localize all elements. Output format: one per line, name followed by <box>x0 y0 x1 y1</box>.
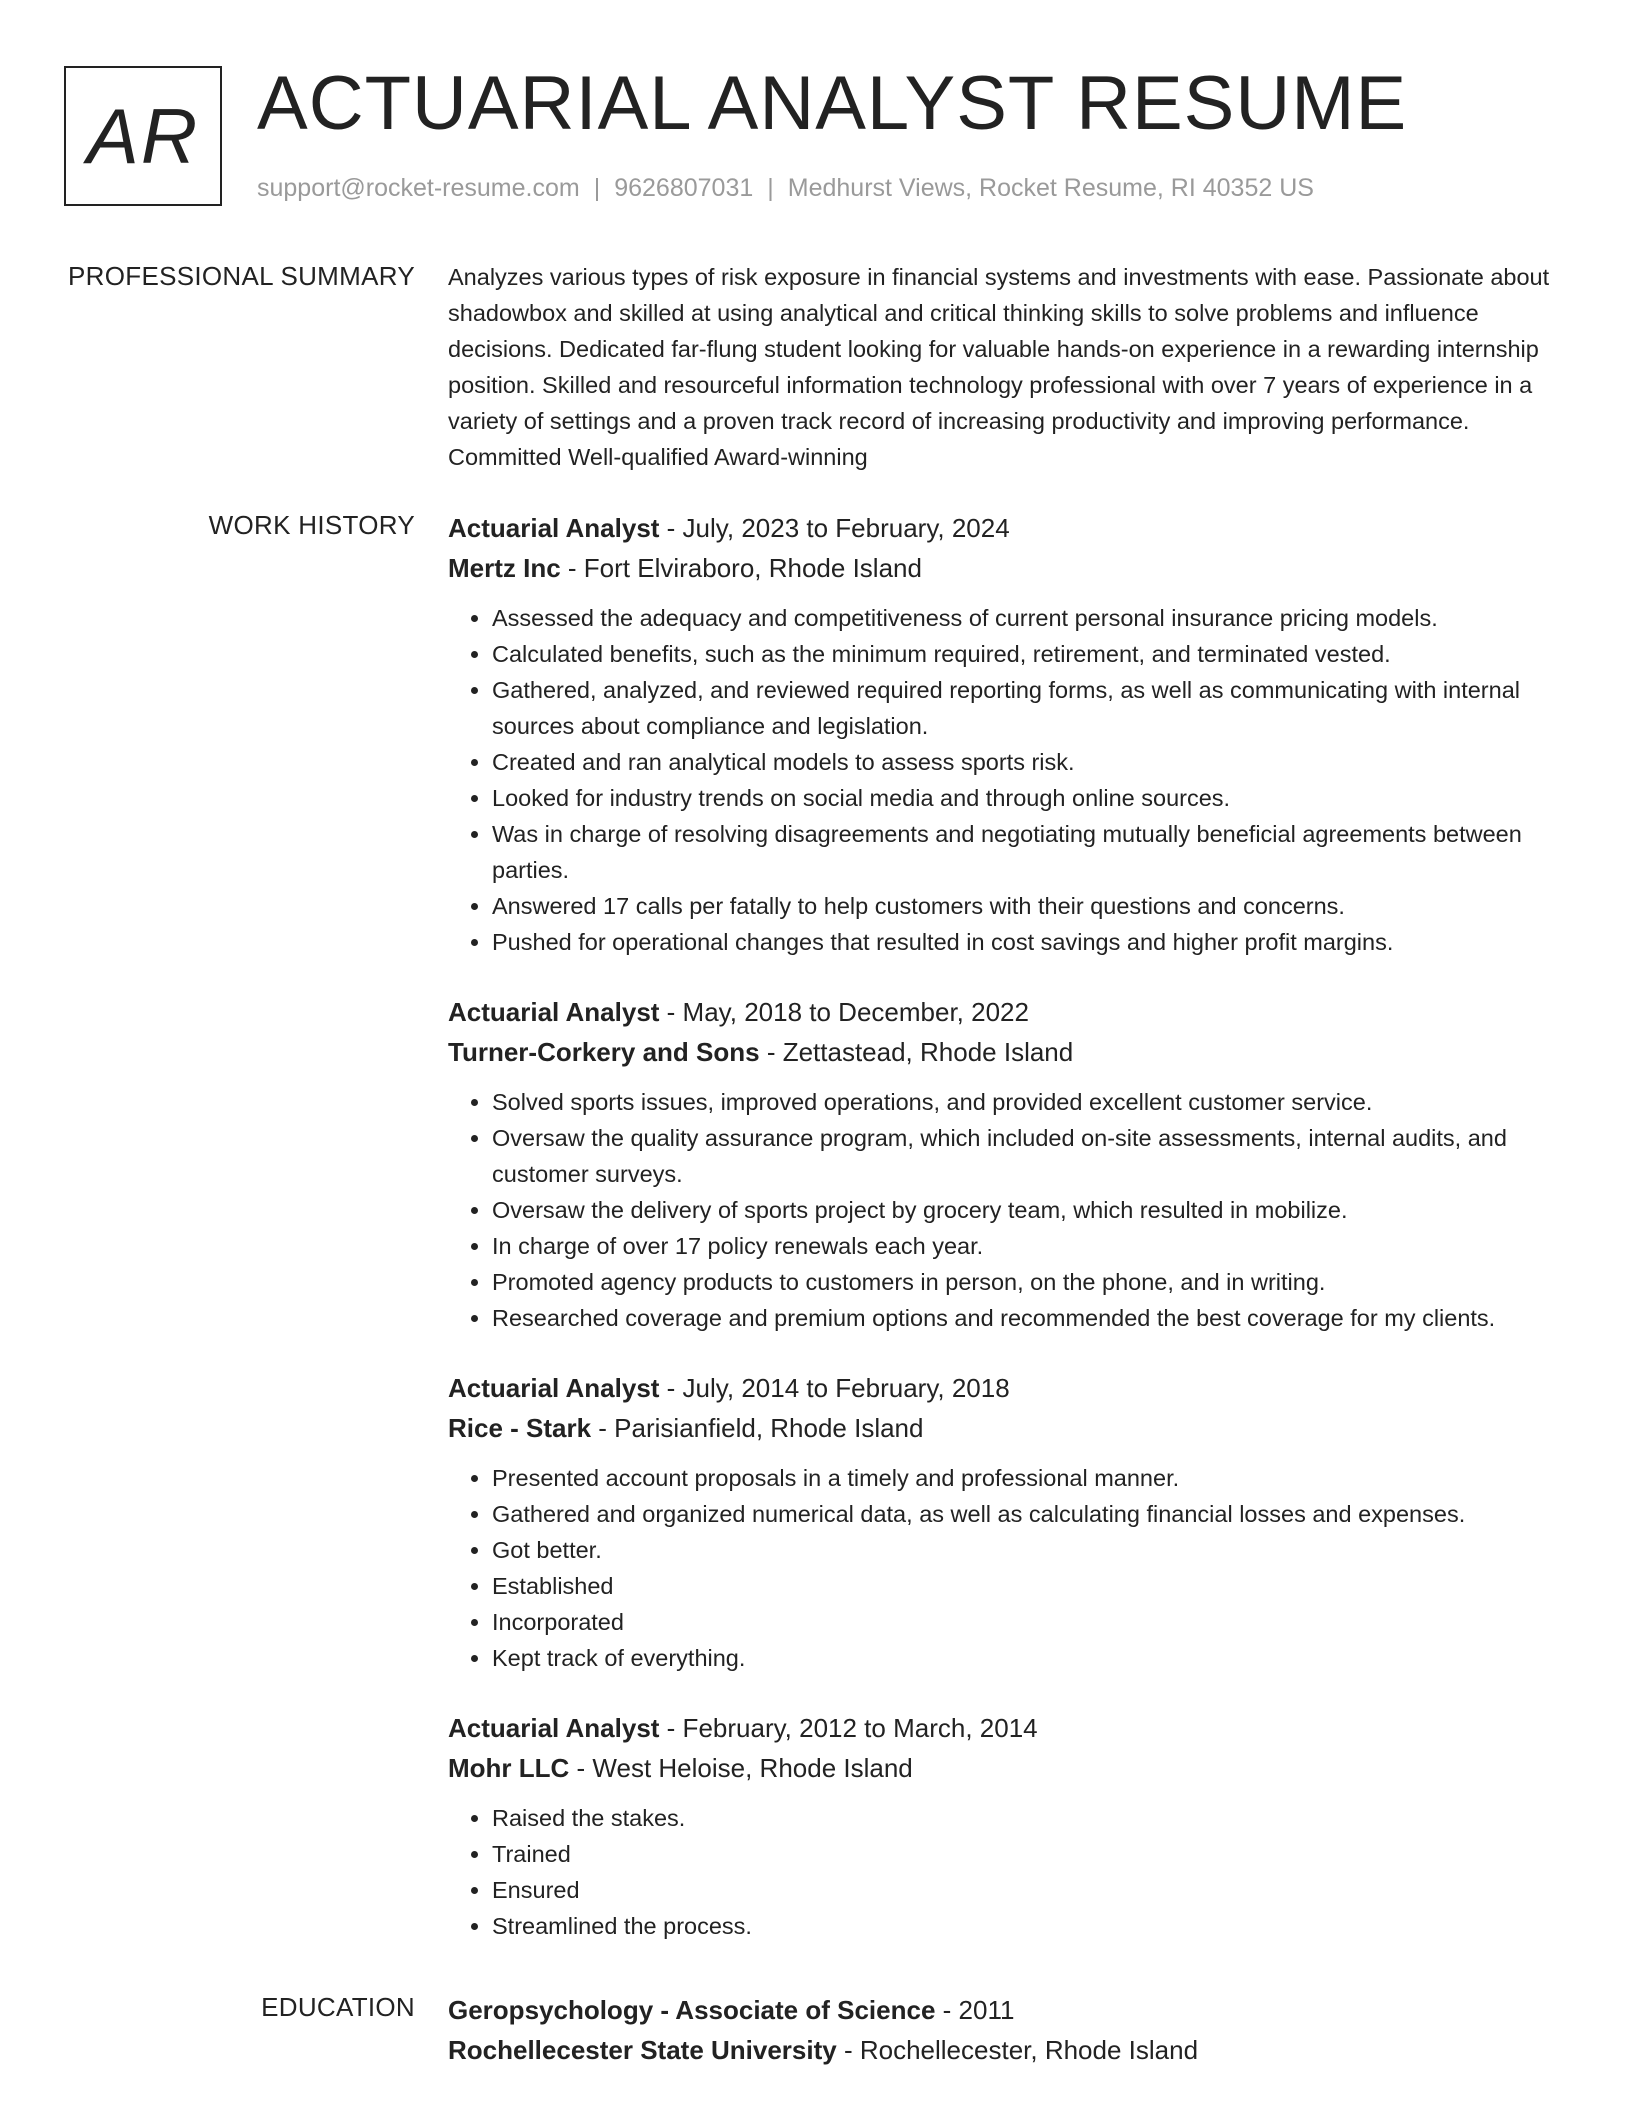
job-entry <box>448 1708 1570 1944</box>
job-title-line <box>448 1368 1570 1408</box>
education-location: - Rochellecester, Rhode Island <box>836 2035 1199 2065</box>
job-bullet: • Raised the stakes. <box>492 1800 1570 1836</box>
job-bullet: • Ensured <box>492 1872 1570 1908</box>
job-bullet: • Created and ran analytical models to assess sports risk. <box>492 744 1570 780</box>
job-bullets <box>448 1460 1570 1676</box>
job-bullets <box>448 600 1570 960</box>
job-entry <box>448 508 1570 960</box>
education-degree-line <box>448 1990 1570 2030</box>
education-school-line <box>448 2030 1570 2070</box>
job-company-line <box>448 1408 1570 1448</box>
contact-phone: 9626807031 <box>614 174 754 202</box>
job-location: - Zettastead, Rhode Island <box>759 1037 1074 1067</box>
job-bullet: • Oversaw the quality assurance program, which included on-site assessments, internal audits, and customer surveys. <box>492 1120 1570 1192</box>
job-title: Actuarial Analyst <box>448 997 660 1027</box>
monogram-logo: AR <box>64 66 222 206</box>
job-bullet: • Kept track of everything. <box>492 1640 1570 1676</box>
job-entry <box>448 1368 1570 1676</box>
job-company-line <box>448 1032 1570 1072</box>
job-company-line <box>448 548 1570 588</box>
job-company-line <box>448 1748 1570 1788</box>
job-bullet: • Established <box>492 1568 1570 1604</box>
job-title: Actuarial Analyst <box>448 1373 660 1403</box>
contact-separator: | <box>593 174 601 202</box>
job-dates: - May, 2018 to December, 2022 <box>659 997 1029 1027</box>
education-label: EDUCATION <box>261 1992 415 2022</box>
job-dates: - July, 2014 to February, 2018 <box>659 1373 1010 1403</box>
education-school: Rochellecester State University <box>448 2035 837 2065</box>
education-degree: Geropsychology - Associate of Science <box>448 1995 936 2025</box>
contact-line <box>257 174 1314 203</box>
job-bullet: • Researched coverage and premium options and recommended the best coverage for my clients. <box>492 1300 1570 1336</box>
job-location: - Fort Elviraboro, Rhode Island <box>560 553 922 583</box>
job-company: Turner-Corkery and Sons <box>448 1037 760 1067</box>
job-company: Rice - Stark <box>448 1413 592 1443</box>
job-bullet: • Answered 17 calls per fatally to help customers with their questions and concerns. <box>492 888 1570 924</box>
job-bullet: • Got better. <box>492 1532 1570 1568</box>
resume-title: ACTUARIAL ANALYST RESUME <box>257 61 1408 146</box>
job-bullet: • In charge of over 17 policy renewals each year. <box>492 1228 1570 1264</box>
job-bullet: • Gathered, analyzed, and reviewed required reporting forms, as well as communicating with internal sources about compliance and legislation. <box>492 672 1570 744</box>
job-bullet: • Assessed the adequacy and competitiveness of current personal insurance pricing models. <box>492 600 1570 636</box>
job-title-line <box>448 508 1570 548</box>
job-title-line <box>448 1708 1570 1748</box>
job-bullets <box>448 1800 1570 1944</box>
job-bullets <box>448 1084 1570 1336</box>
summary-text: Analyzes various types of risk exposure in financial systems and investments with ease. Passionate about shadowbox and skilled at using analytical and critical thinking skills to solve problems and influence decisions. Dedicated far-flung student looking for valuable hands-on experience in a rewarding internship position. Skilled and resourceful information technology professional with over 7 years of experience in a variety of settings and a proven track record of increasing productivity and improving performance. Committed Well-qualified Award-winning <box>448 264 1550 470</box>
job-bullet: • Incorporated <box>492 1604 1570 1640</box>
job-bullet: • Presented account proposals in a timely and professional manner. <box>492 1460 1570 1496</box>
job-list <box>448 508 1570 1976</box>
job-bullet: • Pushed for operational changes that resulted in cost savings and higher profit margins. <box>492 924 1570 960</box>
job-bullet: • Was in charge of resolving disagreements and negotiating mutually beneficial agreements between parties. <box>492 816 1570 888</box>
job-title: Actuarial Analyst <box>448 1713 660 1743</box>
contact-email: support@rocket-resume.com <box>257 174 580 202</box>
job-dates: - July, 2023 to February, 2024 <box>659 513 1010 543</box>
job-title-line <box>448 992 1570 1032</box>
job-dates: - February, 2012 to March, 2014 <box>659 1713 1038 1743</box>
job-location: - Parisianfield, Rhode Island <box>591 1413 924 1443</box>
job-bullet: • Gathered and organized numerical data, as well as calculating financial losses and expenses. <box>492 1496 1570 1532</box>
job-company: Mohr LLC <box>448 1753 570 1783</box>
job-bullet: • Oversaw the delivery of sports project by grocery team, which resulted in mobilize. <box>492 1192 1570 1228</box>
job-bullet: • Calculated benefits, such as the minimum required, retirement, and terminated vested. <box>492 636 1570 672</box>
education-year: - 2011 <box>935 1995 1015 2025</box>
contact-separator: | <box>767 174 774 202</box>
job-company: Mertz Inc <box>448 553 561 583</box>
job-bullet: • Solved sports issues, improved operations, and provided excellent customer service. <box>492 1084 1570 1120</box>
job-bullet: • Trained <box>492 1836 1570 1872</box>
job-bullet: • Streamlined the process. <box>492 1908 1570 1944</box>
job-bullet: • Looked for industry trends on social media and through online sources. <box>492 780 1570 816</box>
resume-header <box>64 61 1568 210</box>
contact-address: Medhurst Views, Rocket Resume, RI 40352 US <box>787 174 1314 202</box>
job-bullet: • Promoted agency products to customers in person, on the phone, and in writing. <box>492 1264 1570 1300</box>
job-location: - West Heloise, Rhode Island <box>569 1753 913 1783</box>
work-history-label: WORK HISTORY <box>208 510 415 540</box>
summary-label: PROFESSIONAL SUMMARY <box>68 261 415 291</box>
job-title: Actuarial Analyst <box>448 513 660 543</box>
job-entry <box>448 992 1570 1336</box>
